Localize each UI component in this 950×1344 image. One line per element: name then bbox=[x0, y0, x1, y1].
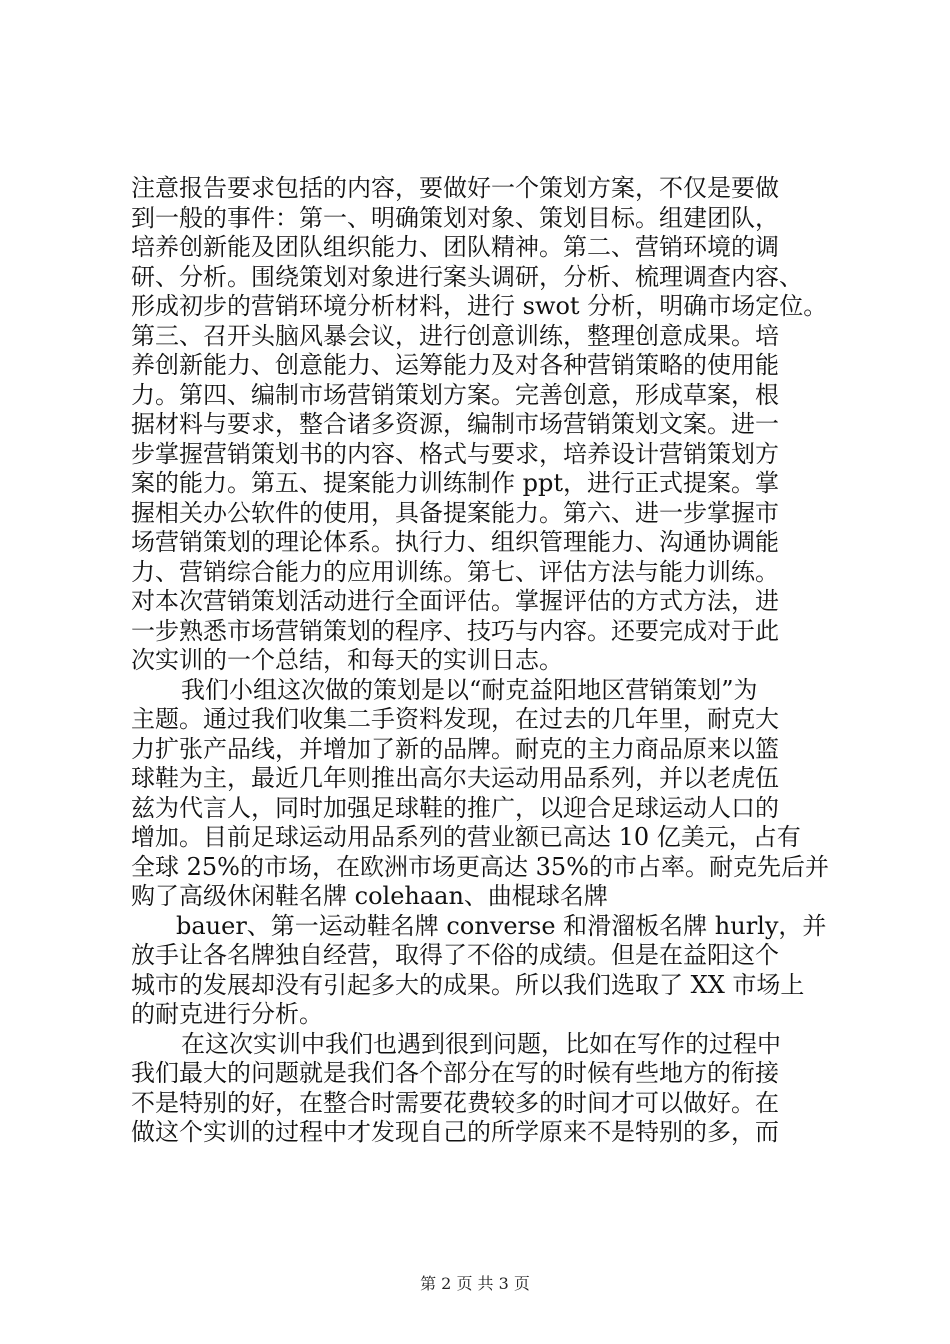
body-text bbox=[131, 174, 847, 1148]
text-line: 第三、召开头脑风暴会议，进行创意训练，整理创意成果。培 bbox=[131, 321, 779, 350]
text-line: 培养创新能及团队组织能力、团队精神。第二、营销环境的调 bbox=[131, 233, 779, 261]
text-line: 力。第四、编制市场营销策划方案。完善创意，形成草案，根 bbox=[131, 380, 779, 409]
text-line: 购了高级休闲鞋名牌 colehaan、曲棍球名牌 bbox=[131, 882, 608, 910]
paragraph-start-line: 在这次实训中我们也遇到很到问题，比如在写作的过程中 bbox=[181, 1029, 781, 1058]
text-line: 的耐克进行分析。 bbox=[131, 1000, 323, 1028]
text-line: 不是特别的好，在整合时需要花费较多的时间才可以做好。在 bbox=[131, 1088, 779, 1117]
text-line: 养创新能力、创意能力、运筹能力及对各种营销策略的使用能 bbox=[131, 351, 779, 379]
text-line: 力、营销综合能力的应用训练。第七、评估方法与能力训练。 bbox=[131, 557, 779, 586]
text-line: 做这个实训的过程中才发现自己的所学原来不是特别的多，而 bbox=[131, 1118, 779, 1146]
page-number-footer: 第 2 页 共 3 页 bbox=[420, 1274, 530, 1293]
text-line: 城市的发展却没有引起多大的成果。所以我们选取了 XX 市场上 bbox=[131, 970, 805, 999]
text-line: 全球 25%的市场，在欧洲市场更高达 35%的市占率。耐克先后并 bbox=[131, 852, 829, 881]
text-line: 主题。通过我们收集二手资料发现，在过去的几年里，耐克大 bbox=[131, 705, 779, 733]
text-line: 力扩张产品线，并增加了新的品牌。耐克的主力商品原来以篮 bbox=[131, 734, 779, 763]
text-line: 增加。目前足球运动用品系列的营业额已高达 10 亿美元，占有 bbox=[131, 823, 801, 851]
text-line: 研、分析。围绕策划对象进行案头调研，分析、梳理调查内容、 bbox=[131, 262, 803, 291]
text-line: 场营销策划的理论体系。执行力、组织管理能力、沟通协调能 bbox=[131, 528, 779, 556]
text-line: 据材料与要求，整合诸多资源，编制市场营销策划文案。进一 bbox=[131, 410, 779, 438]
text-line: 案的能力。第五、提案能力训练制作 ppt，进行正式提案。掌 bbox=[131, 469, 779, 497]
text-line: 一步熟悉市场营销策划的程序、技巧与内容。还要完成对于此 bbox=[131, 616, 779, 645]
paragraph-start-line: 我们小组这次做的策划是以“耐克益阳地区营销策划”为 bbox=[181, 675, 758, 704]
text-line: 兹为代言人，同时加强足球鞋的推广，以迎合足球运动人口的 bbox=[131, 793, 779, 822]
text-line: 放手让各名牌独自经营，取得了不俗的成绩。但是在益阳这个 bbox=[131, 941, 779, 969]
text-line: 握相关办公软件的使用，具备提案能力。第六、进一步掌握市 bbox=[131, 498, 779, 527]
paragraph-start-line: bauer、第一运动鞋名牌 converse 和滑溜板名牌 hurly，并 bbox=[176, 911, 827, 940]
text-line: 球鞋为主，最近几年则推出高尔夫运动用品系列，并以老虎伍 bbox=[131, 764, 779, 792]
text-line: 对本次营销策划活动进行全面评估。掌握评估的方式方法，进 bbox=[131, 587, 779, 615]
text-line: 次实训的一个总结，和每天的实训日志。 bbox=[131, 646, 563, 674]
text-line: 形成初步的营销环境分析材料，进行 swot 分析，明确市场定位。 bbox=[131, 292, 828, 320]
text-line: 注意报告要求包括的内容，要做好一个策划方案，不仅是要做 bbox=[131, 174, 779, 202]
text-line: 到一般的事件：第一、明确策划对象、策划目标。组建团队， bbox=[131, 203, 779, 232]
text-line: 我们最大的问题就是我们各个部分在写的时候有些地方的衔接 bbox=[131, 1059, 779, 1087]
text-line: 步掌握营销策划书的内容、格式与要求，培养设计营销策划方 bbox=[131, 439, 779, 468]
